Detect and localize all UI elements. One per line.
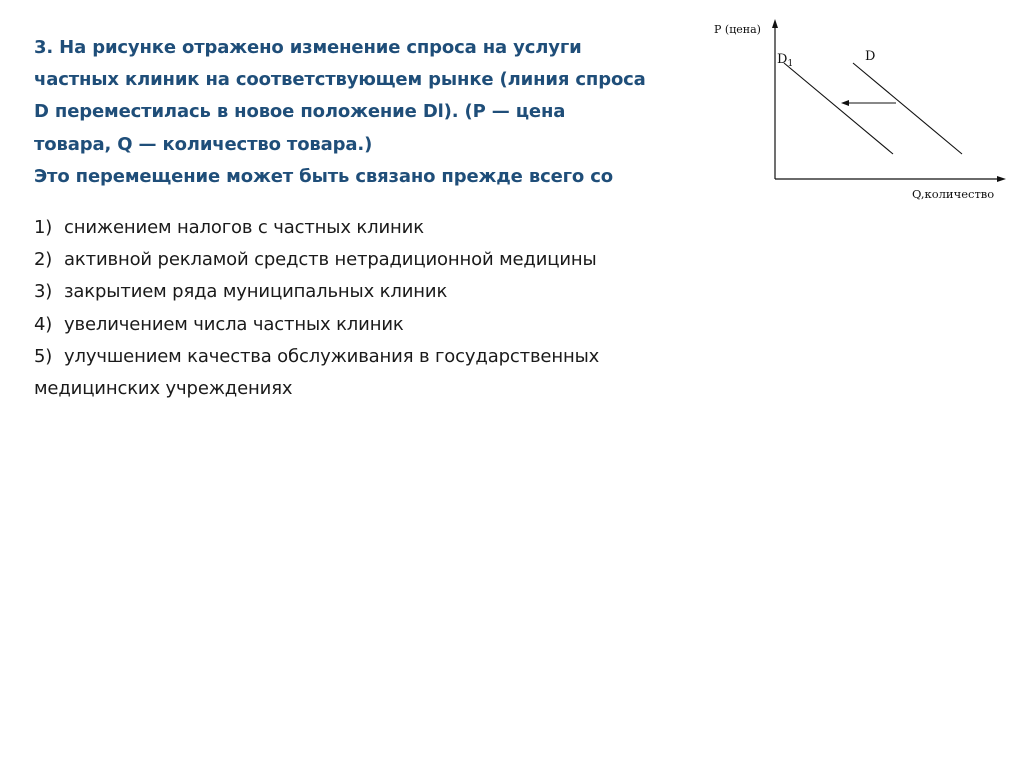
question-line: частных клиник на соответствующем рынке (линия спроса [34,69,646,91]
option-number: 3) [34,281,53,303]
option-text: активной рекламой средств нетрадиционной медицины [64,249,597,271]
answer-option-1 [34,212,734,244]
option-text: закрытием ряда муниципальных клиник [64,281,448,303]
y-axis-arrow-icon [772,19,778,28]
option-text: улучшением качества обслуживания в государственных [64,345,600,367]
answer-option-3 [34,276,734,308]
answer-option-4 [34,309,734,341]
question-line: товара, Q — количество товара.) [34,133,373,155]
x-axis-arrow-icon [997,176,1006,182]
curve-label-d1: $D_1$ [777,52,794,69]
demand-curve-d [853,63,962,154]
option-number: 2) [34,249,53,271]
question-line: D переместилась в новое положение Dl). (P — цена [34,101,566,123]
option-text-continuation: медицинских учреждениях [34,378,293,400]
y-axis-label: P (цена) [714,23,761,36]
answer-option-2 [34,244,734,276]
option-number: 5) [34,345,53,367]
answer-options [34,212,734,405]
option-text: увеличением числа частных клиник [64,313,404,335]
question-text [34,32,714,193]
option-number: 4) [34,313,53,335]
curve-label-d: D [865,49,876,64]
answer-option-5 [34,341,734,405]
demand-shift-graph [700,15,1010,210]
x-axis-label: Q,количество [912,187,995,201]
question-line: Это перемещение может быть связано прежде всего со [34,165,613,187]
demand-curve-d1 [784,63,893,154]
option-number: 1) [34,217,53,238]
question-line: 3. На рисунке отражено изменение спроса на услуги [34,37,582,58]
shift-arrow-head-icon [841,100,849,106]
option-text: снижением налогов с частных клиник [64,217,424,238]
